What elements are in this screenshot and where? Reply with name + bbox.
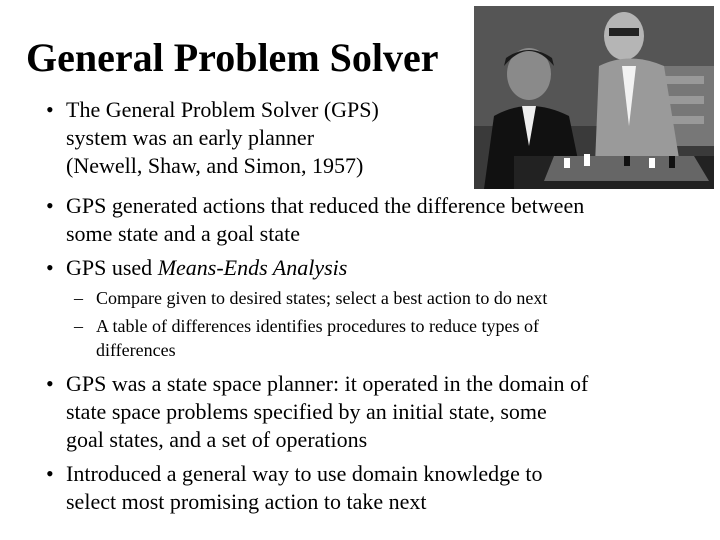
bullet-marker: • xyxy=(46,255,54,280)
bullet-text: GPS generated actions that reduced the difference between xyxy=(66,193,585,218)
slide-title: General Problem Solver xyxy=(26,35,439,80)
subbullet-text: Compare given to desired states; select a best action to do next xyxy=(96,288,548,308)
subbullet-text: A table of differences identifies procedures to reduce types of xyxy=(96,316,539,336)
bullet-text: system was an early planner xyxy=(66,125,315,150)
bullet-text xyxy=(66,254,347,282)
bullet-text: (Newell, Shaw, and Simon, 1957) xyxy=(66,153,364,178)
bullet-marker: • xyxy=(46,461,54,486)
bullet-text: goal states, and a set of operations xyxy=(66,427,368,452)
subbullet-marker: – xyxy=(74,316,83,336)
bullet-text: Introduced a general way to use domain knowledge to xyxy=(66,461,543,486)
bullet-text: state space problems specified by an initial state, some xyxy=(66,399,547,424)
subbullet-text: differences xyxy=(96,340,176,360)
subbullet-marker: – xyxy=(74,288,83,308)
bullet-text: GPS was a state space planner: it operated in the domain of xyxy=(66,371,589,396)
bullet-text: some state and a goal state xyxy=(66,221,300,246)
bullet-marker: • xyxy=(46,97,54,122)
term-means-ends-analysis: Means-Ends Analysis xyxy=(157,255,348,280)
bullet-prefix: GPS used xyxy=(66,255,158,280)
bullet-marker: • xyxy=(46,193,54,218)
bullet-text: select most promising action to take next xyxy=(66,489,427,514)
bullet-text: The General Problem Solver (GPS) xyxy=(66,97,379,122)
bullet-marker: • xyxy=(46,371,54,396)
